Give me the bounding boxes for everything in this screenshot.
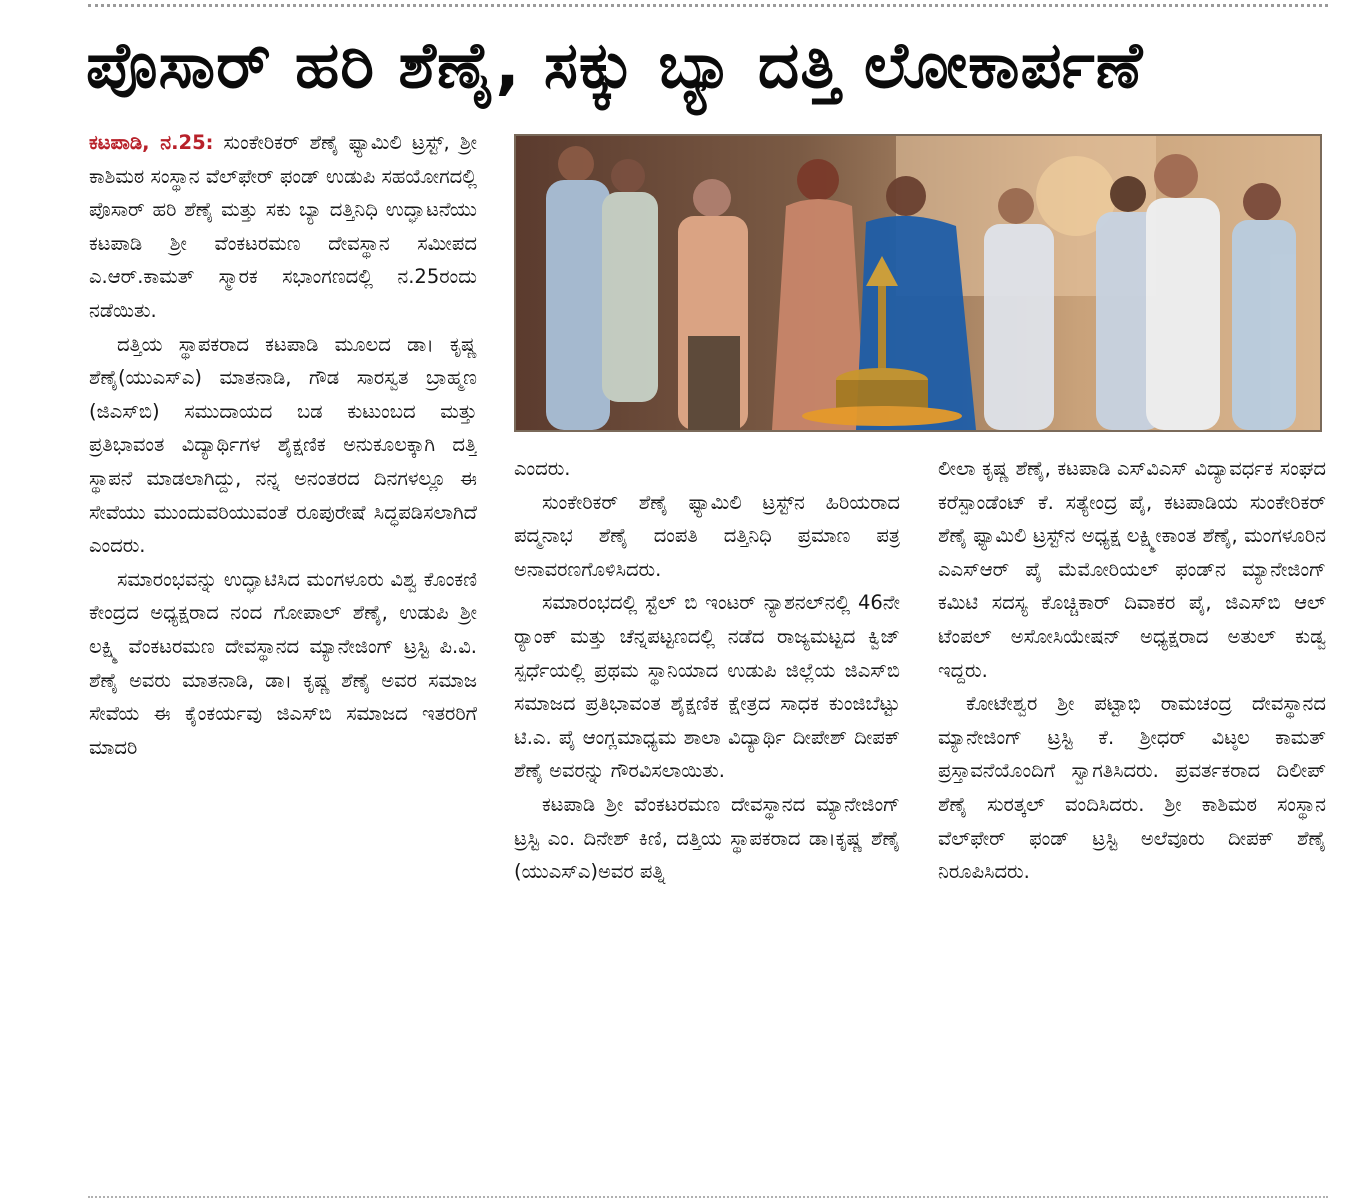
paragraph: ಕಟಪಾಡಿ ಶ್ರೀ ವೆಂಕಟರಮಣ ದೇವಸ್ಥಾನದ ಮ್ಯಾನೇಜಿಂಗ್ ಟ್ರಸ್ಟಿ ಎಂ. ದಿನೇಶ್ ಕಿಣಿ, ದತ್ತಿಯ ಸ್ಥಾಪಕರಾದ ಡಾ।ಕೃಷ್ಣ ಶೆಣೈ (ಯುಎಸ್‌ಎ)ಅವರ ಪತ್ನಿ [514, 792, 900, 884]
paragraph: ಸಮಾರಂಭವನ್ನು ಉದ್ಘಾಟಿಸಿದ ಮಂಗಳೂರು ವಿಶ್ವ ಕೊಂಕಣಿ ಕೇಂದ್ರದ ಅಧ್ಯಕ್ಷರಾದ ನಂದ ಗೋಪಾಲ್ ಶೆಣೈ, ಉಡುಪಿ ಶ್ರೀ ಲಕ್ಷ್ಮಿ ವೆಂಕಟರಮಣ ದೇವಸ್ಥಾನದ ಮ್ಯಾನೇಜಿಂಗ್ ಟ್ರಸ್ಟಿ ಪಿ.ವಿ. ಶೆಣೈ ಅವರು ಮಾತನಾಡಿ, ಡಾ। ಕೃಷ್ಣ ಶೆಣೈ ಅವರ ಸಮಾಜ ಸೇವೆಯ ಈ ಕೈಂಕರ್ಯವು ಜಿಎಸ್‌ಬಿ ಸಮಾಜದ ಇತರರಿಗೆ ಮಾದರಿ [89, 567, 477, 759]
paragraph: ಲೀಲಾ ಕೃಷ್ಣ ಶೆಣೈ, ಕಟಪಾಡಿ ಎಸ್‌ವಿಎಸ್ ವಿದ್ಯಾವರ್ಧಕ ಸಂಘದ ಕರೆಸ್ಪಾಂಡೆಂಟ್ ಕೆ. ಸತ್ಯೇಂದ್ರ ಪೈ, ಕಟಪಾಡಿಯ ಸುಂಕೇರಿಕರ್ ಶೆಣೈ ಫ್ಯಾಮಿಲಿ ಟ್ರಸ್ಟ್‌ನ ಅಧ್ಯಕ್ಷ ಲಕ್ಷ್ಮೀಕಾಂತ ಶೆಣೈ, ಮಂಗಳೂರಿನ ಎಎಸ್‌ಆರ್ ಪೈ ಮೆಮೋರಿಯಲ್ ಫಂಡ್‌ನ ಮ್ಯಾನೇಜಿಂಗ್ ಕಮಿಟಿ ಸದಸ್ಯ ಕೊಚ್ಚಿಕಾರ್ ದಿವಾಕರ ಪೈ, ಜಿಎಸ್‌ಬಿ ಆಲ್ ಟೆಂಪಲ್ ಅಸೋಸಿಯೇಷನ್ ಅಧ್ಯಕ್ಷರಾದ ಅತುಲ್ ಕುಡ್ವ ಇದ್ದರು. [938, 457, 1326, 682]
article-column-3 [938, 452, 1326, 1186]
article-column-2 [514, 452, 900, 1186]
top-dotted-rule [88, 4, 1328, 7]
paragraph: ಸಮಾರಂಭದಲ್ಲಿ ಸ್ಟೆಲ್ ಬಿ ಇಂಟರ್ ನ್ಯಾಶನಲ್‌ನಲ್ಲಿ 46ನೇ ರ್‍ಯಾಂಕ್ ಮತ್ತು ಚೆನ್ನಪಟ್ಟಣದಲ್ಲಿ ನಡೆದ ರಾಜ್ಯಮಟ್ಟದ ಕ್ವಿಜ್ ಸ್ಪರ್ಧೆಯಲ್ಲಿ ಪ್ರಥಮ ಸ್ಥಾನಿಯಾದ ಉಡುಪಿ ಜಿಲ್ಲೆಯ ಜಿಎಸ್‌ಬಿ ಸಮಾಜದ ಪ್ರತಿಭಾವಂತ ಶೈಕ್ಷಣಿಕ ಕ್ಷೇತ್ರದ ಸಾಧಕ ಕುಂಜಿಬೆಟ್ಟು ಟಿ.ಎ. ಪೈ ಆಂಗ್ಲಮಾಧ್ಯಮ ಶಾಲಾ ವಿದ್ಯಾರ್ಥಿ ದೀಪೇಶ್ ದೀಪಕ್ ಶೆಣೈ ಅವರನ್ನು ಗೌರವಿಸಲಾಯಿತು. [514, 591, 900, 783]
paragraph-text: ಸುಂಕೇರಿಕರ್ ಶೆಣೈ ಫ್ಯಾಮಿಲಿ ಟ್ರಸ್ಟ್, ಶ್ರೀ ಕಾಶಿಮಠ ಸಂಸ್ಥಾನ ವೆಲ್‌ಫೇರ್ ಫಂಡ್ ಉಡುಪಿ ಸಹಯೋಗದಲ್ಲಿ ಪೊಸಾರ್ ಹರಿ ಶೆಣೈ ಮತ್ತು ಸಕು ಬ್ಯಾ ದತ್ತಿನಿಧಿ ಉದ್ಘಾಟನೆಯು ಕಟಪಾಡಿ ಶ್ರೀ ವೆಂಕಟರಮಣ ದೇವಸ್ಥಾನ ಸಮೀಪದ ಎ.ಆರ್.ಕಾಮತ್ ಸ್ಮಾರಕ ಸಭಾಂಗಣದಲ್ಲಿ ನ.25ರಂದು ನಡೆಯಿತು. [89, 131, 477, 322]
dateline: ಕಟಪಾಡಿ, ನ.25: [89, 131, 214, 154]
bottom-dotted-rule [88, 1196, 1328, 1198]
article-column-1 [89, 126, 477, 1186]
event-photo [514, 134, 1322, 432]
paragraph [89, 126, 477, 328]
lamp-lighting-photo-illustration [516, 136, 1320, 430]
paragraph: ಕೋಟೇಶ್ವರ ಶ್ರೀ ಪಟ್ಟಾಭಿ ರಾಮಚಂದ್ರ ದೇವಸ್ಥಾನದ ಮ್ಯಾನೇಜಿಂಗ್ ಟ್ರಸ್ಟಿ ಕೆ. ಶ್ರೀಧರ್ ವಿಟ್ಠಲ ಕಾಮತ್ ಪ್ರಸ್ತಾವನೆಯೊಂದಿಗೆ ಸ್ವಾಗತಿಸಿದರು. ಪ್ರವರ್ತಕರಾದ ದಿಲೀಪ್ ಶೆಣೈ ಸುರತ್ಕಲ್ ವಂದಿಸಿದರು. ಶ್ರೀ ಕಾಶಿಮಠ ಸಂಸ್ಥಾನ ವೆಲ್‌ಫೇರ್ ಫಂಡ್ ಟ್ರಸ್ಟಿ ಅಲೆವೂರು ದೀಪಕ್ ಶೆಣೈ ನಿರೂಪಿಸಿದರು. [938, 692, 1326, 884]
headline: ಪೊಸಾರ್ ಹರಿ ಶೆಣೈ, ಸಕ್ಕು ಬ್ಯಾ ದತ್ತಿ ಲೋಕಾರ್ಪಣೆ [86, 29, 1144, 103]
paragraph: ದತ್ತಿಯ ಸ್ಥಾಪಕರಾದ ಕಟಪಾಡಿ ಮೂಲದ ಡಾ। ಕೃಷ್ಣ ಶೆಣೈ(ಯುಎಸ್‌ಎ) ಮಾತನಾಡಿ, ಗೌಡ ಸಾರಸ್ವತ ಬ್ರಾಹ್ಮಣ (ಜಿಎಸ್‌ಬಿ) ಸಮುದಾಯದ ಬಡ ಕುಟುಂಬದ ಮತ್ತು ಪ್ರತಿಭಾವಂತ ವಿದ್ಯಾರ್ಥಿಗಳ ಶೈಕ್ಷಣಿಕ ಅನುಕೂಲಕ್ಕಾಗಿ ದತ್ತಿ ಸ್ಥಾಪನೆ ಮಾಡಲಾಗಿದ್ದು, ನನ್ನ ಅನಂತರದ ದಿನಗಳಲ್ಲೂ ಈ ಸೇವೆಯು ಮುಂದುವರಿಯುವಂತೆ ರೂಪುರೇಷೆ ಸಿದ್ಧಪಡಿಸಲಾಗಿದೆ ಎಂದರು. [89, 332, 477, 558]
paragraph: ಎಂದರು. [514, 457, 571, 480]
paragraph: ಸುಂಕೇರಿಕರ್ ಶೆಣೈ ಫ್ಯಾಮಿಲಿ ಟ್ರಸ್ಟ್‌ನ ಹಿರಿಯರಾದ ಪದ್ಮನಾಭ ಶೆಣೈ ದಂಪತಿ ದತ್ತಿನಿಧಿ ಪ್ರಮಾಣ ಪತ್ರ ಅನಾವರಣಗೊಳಿಸಿದರು. [514, 490, 900, 581]
